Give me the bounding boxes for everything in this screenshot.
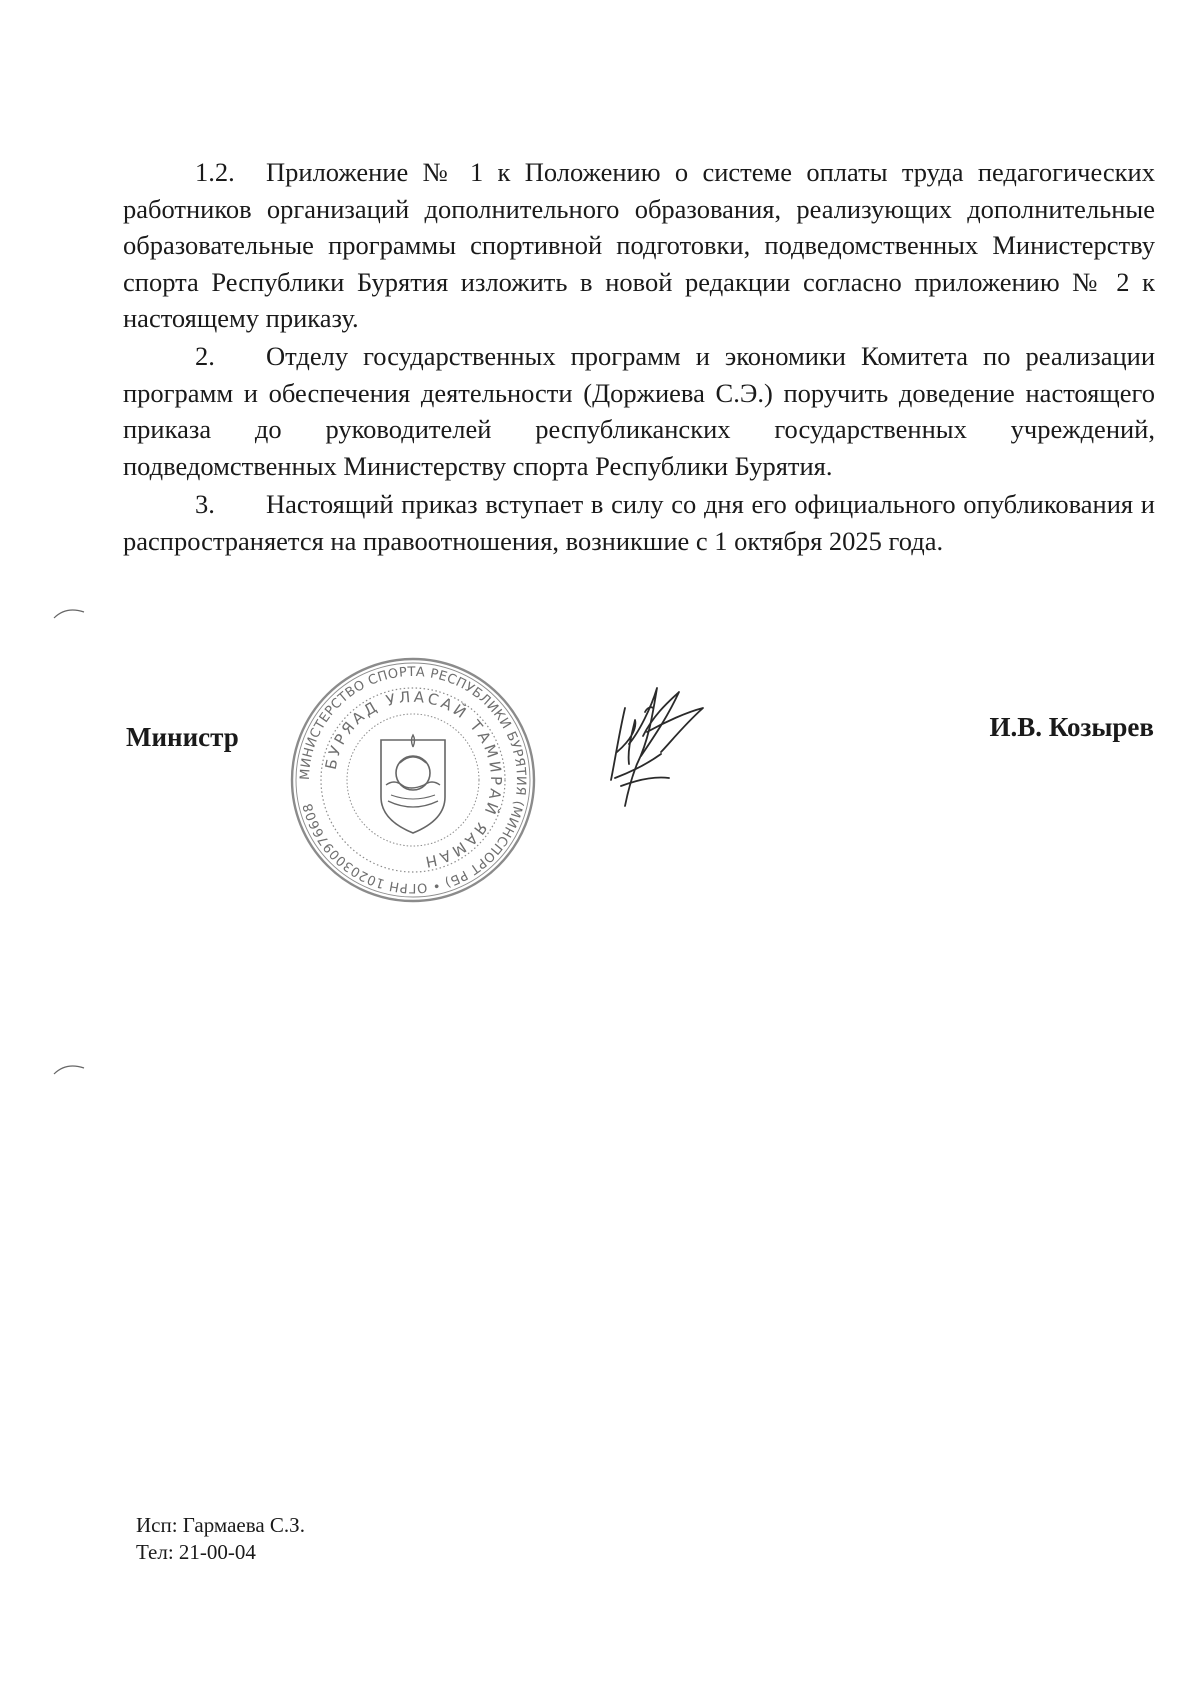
- document-footer: [136, 1512, 305, 1566]
- stamp-inner-text: БУРЯАД УЛАСАЙ ТАМИРАЙ ЯАМАН: [321, 687, 506, 872]
- paragraph-text: Приложение № 1 к Положению о системе оплаты труда педагогических работников организаций дополнительного образования, реализующих дополнительные образовательные программы спортивной подготовки, подведомственных Министерству спорта Республики Бурятия изложить в новой редакции согласно приложению № 2 к настоящему приказу.: [123, 157, 1155, 333]
- executor-line: Исп: Гармаева С.З.: [136, 1513, 305, 1537]
- phone-line: Тел: 21-00-04: [136, 1540, 256, 1564]
- signatory-position: Министр: [126, 722, 239, 752]
- paragraph-1-2: [123, 154, 1155, 337]
- scan-mark: [52, 1060, 88, 1078]
- paragraph-3: [123, 486, 1155, 559]
- signatory-name: И.В. Козырев: [989, 712, 1154, 742]
- stamp-outer-text: МИНИСТЕРСТВО СПОРТА РЕСПУБЛИКИ БУРЯТИЯ (МИНСПОРТ РБ) • ОГРН 1020300976608: [297, 664, 529, 896]
- scan-mark: [52, 604, 88, 622]
- handwritten-signature: [607, 682, 722, 822]
- paragraph-number: 3.: [195, 489, 215, 519]
- coat-of-arms-icon: [381, 735, 445, 833]
- paragraph-text: Отделу государственных программ и экономики Комитета по реализации программ и обеспечения деятельности (Доржиева С.Э.) поручить доведение настоящего приказа до руководителей республиканских государственных учреждений, подведомственных Министерству спорта Республики Бурятия.: [123, 341, 1155, 481]
- paragraph-2: [123, 338, 1155, 484]
- paragraph-number: 2.: [195, 341, 215, 371]
- paragraph-number: 1.2.: [195, 157, 235, 187]
- paragraph-text: Настоящий приказ вступает в силу со дня его официального опубликования и распространяется на правоотношения, возникшие с 1 октября 2025 года.: [123, 489, 1155, 556]
- official-stamp: [288, 655, 538, 905]
